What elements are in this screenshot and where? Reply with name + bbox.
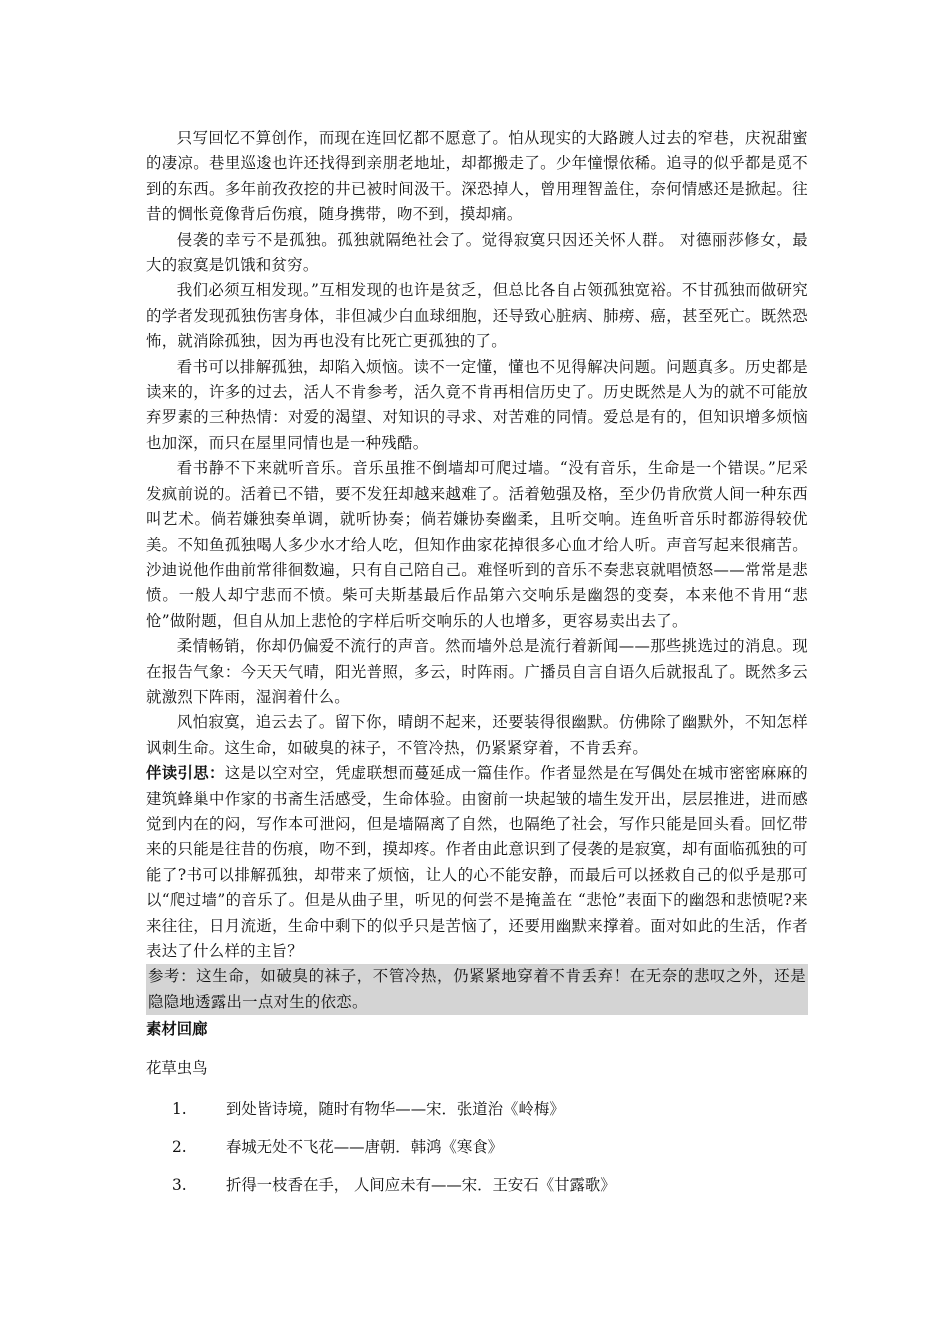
reference-answer: 参考：这生命，如破臭的袜子，不管冷热，仍紧紧地穿着不肯丢弃！在无奈的悲叹之外，还是隐隐地透露出一点对生的依恋。 xyxy=(146,964,808,1015)
subsection-title: 花草虫鸟 xyxy=(146,1059,208,1078)
paragraph-memory: 只写回忆不算创作，而现在连回忆都不愿意了。怕从现实的大路踱人过去的窄巷，庆祝甜蜜的凄凉。巷里巡逡也许还找得到亲朋老地址，却都搬走了。少年憧憬依稀。追寻的似乎都是觅不到的东西。多年前孜孜挖的井已被时间汲干。深恐掉人，曾用理智盖住，奈何情感还是掀起。往昔的惆怅竟像背后伤痕，随身携带，吻不到，摸却痛。 xyxy=(146,129,808,224)
list-item xyxy=(146,1135,808,1160)
guide-paragraph xyxy=(146,761,808,964)
paragraph-music: 看书静不下来就听音乐。音乐虽推不倒墙却可爬过墙。“没有音乐，生命是一个错误。”尼采发疯前说的。活着已不错，要不发狂却越来越难了。活着勉强及格，至少仍肯欣赏人间一种东西叫艺术。倘若嫌独奏单调，就听协奏；倘若嫌协奏幽柔，且听交响。连鱼听音乐时都游得较优美。不知鱼孤独喝人多少水才给人吃，但知作曲家花掉很多心血才给人听。声音写起来很痛苦。沙迪说他作曲前常徘徊数遍，只有自己陪自己。难怪听到的音乐不奏悲哀就唱愤怒——常常是悲愤。一般人却宁悲而不愤。柴可夫斯基最后作品第六交响乐是幽怨的变奏，本来他不肯用“悲怆”做附题，但自从加上悲怆的字样后听交响乐的人也增多，更容易卖出去了。 xyxy=(146,459,808,630)
verse-list xyxy=(146,1097,808,1198)
list-number: 1. xyxy=(172,1100,187,1119)
guide-text: 这是以空对空，凭虚联想而蔓延成一篇佳作。作者显然是在写偶处在城市密密麻麻的建筑蜂巢中作家的书斋生活感受，生命体验。由窗前一块起皱的墙生发开出，层层推进，进而感觉到内在的闷，写作本可泄闷，但是墙隔离了自然，也隔绝了社会，写作只能是回头看。回忆带来的只能是往昔的伤痕，吻不到，摸却疼。作者由此意识到了侵袭的是寂寞，却有面临孤独的可能了?书可以排解孤独，却带来了烦恼，让人的心不能安静，而最后可以拯救自己的似乎是那可以“爬过墙”的音乐了。但是从曲子里，听见的何尝不是掩盖在 “悲怆”表面下的幽怨和悲愤呢?来来往往，日月流逝，生命中剩下的似乎只是苦恼了，还要用幽默来撑着。面对如此的生活，作者表达了什么样的主旨？ xyxy=(146,764,808,960)
list-number: 2. xyxy=(172,1138,187,1157)
paragraph-news: 柔情畅销，你却仍偏爱不流行的声音。然而墙外总是流行着新闻——那些挑选过的消息。现在报告气象：今天天气晴，阳光普照，多云，时阵雨。广播员自言自语久后就报乱了。既然多云就激烈下阵雨，湿润着什么。 xyxy=(146,637,808,706)
paragraph-wind: 风怕寂寞，追云去了。留下你，晴朗不起来，还要装得很幽默。仿佛除了幽默外，不知怎样讽刺生命。这生命，如破臭的袜子，不管冷热，仍紧紧穿着，不肯丢弃。 xyxy=(146,713,808,757)
paragraph-discovery: 我们必须互相发现。”互相发现的也许是贫乏，但总比各自占领孤独宽裕。不甘孤独而做研究的学者发现孤独伤害身体，非但减少白血球细胞，还导致心脏病、肺痨、癌，甚至死亡。既然恐怖，就消除孤独，因为再也没有比死亡更孤独的了。 xyxy=(146,281,808,351)
section-title: 素材回廊 xyxy=(146,1020,208,1039)
document-page xyxy=(146,126,808,1211)
paragraph-loneliness: 侵袭的幸亏不是孤独。孤独就隔绝社会了。觉得寂寞只因还关怀人群。 对德丽莎修女，最大的寂寞是饥饿和贫穷。 xyxy=(146,230,808,275)
paragraph-reading: 看书可以排解孤独，却陷入烦恼。读不一定懂，懂也不见得解决问题。问题真多。历史都是读来的，许多的过去，活人不肯参考，活久竟不肯再相信历史了。历史既然是人为的就不可能放弃罗素的三种热情：对爱的渴望、对知识的寻求、对苦难的同情。爱总是有的，但知识增多烦恼也加深，而只在屋里同情也是一种残酷。 xyxy=(146,357,808,452)
list-item xyxy=(146,1097,808,1122)
verse-text: 春城无处不飞花——唐朝．韩鸿《寒食》 xyxy=(226,1138,504,1157)
verse-text: 折得一枝香在手， 人间应未有——宋．王安石《甘露歌》 xyxy=(226,1176,616,1195)
list-number: 3. xyxy=(172,1176,187,1195)
list-item xyxy=(146,1173,808,1198)
verse-text: 到处皆诗境，随时有物华——宋．张道治《岭梅》 xyxy=(226,1100,565,1119)
guide-lead: 伴读引思： xyxy=(146,764,225,783)
